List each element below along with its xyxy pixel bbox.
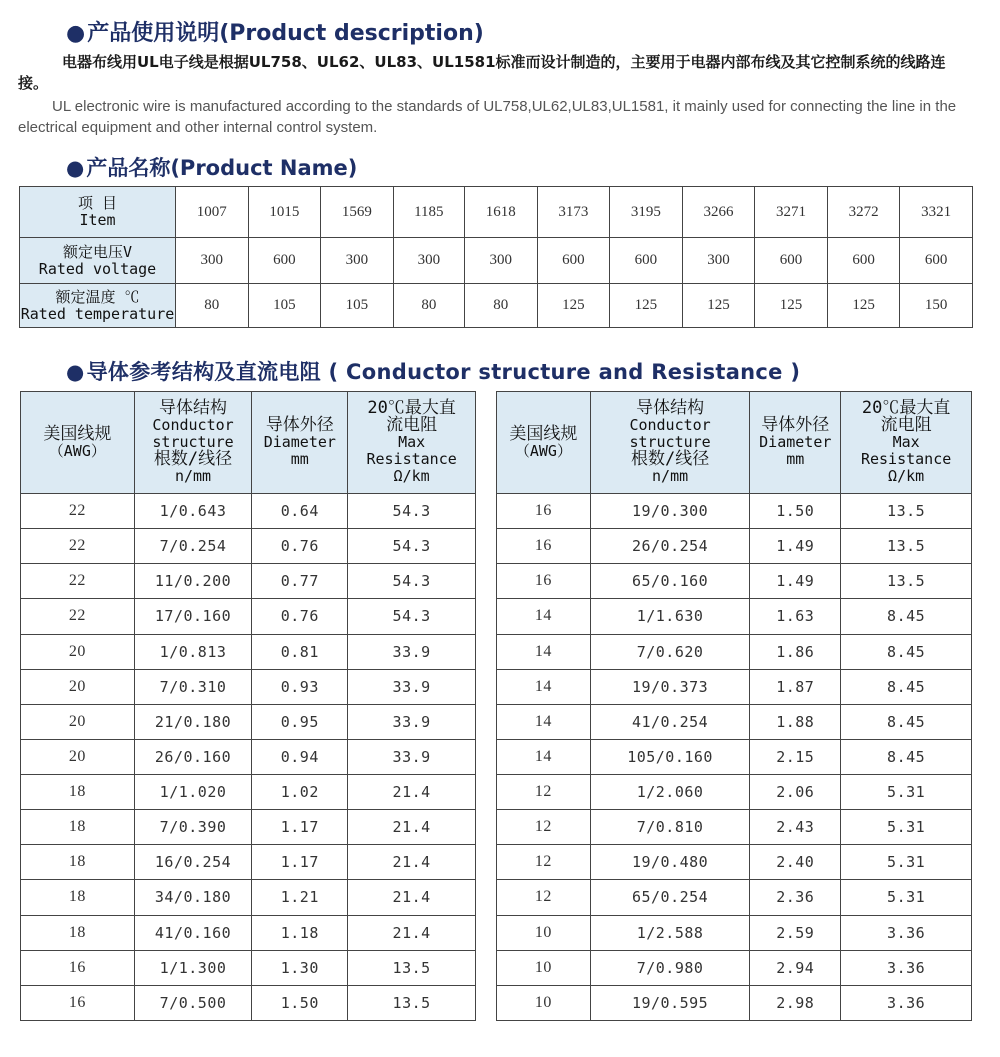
table-cell: 125 [682, 284, 755, 328]
header-line: （AWG） [514, 441, 572, 460]
table-cell: 3272 [827, 187, 900, 238]
table-row [21, 950, 476, 985]
table-cell: 105 [248, 284, 321, 328]
section-title: 产品名称(Product Name) [86, 156, 358, 180]
bullet-icon: ● [66, 360, 85, 384]
table-cell: 54.3 [348, 599, 476, 634]
table-cell: 1.88 [750, 704, 841, 739]
table-cell: 150 [900, 284, 973, 328]
table-cell: 33.9 [348, 704, 476, 739]
column-header-diameter [252, 392, 348, 494]
table-cell: 10 [497, 915, 591, 950]
table-cell: 125 [827, 284, 900, 328]
table-cell: 22 [21, 494, 135, 529]
header-line: Max [398, 433, 426, 451]
table-cell: 300 [393, 238, 464, 284]
table-cell: 7/0.254 [134, 529, 252, 564]
table-cell: 21.4 [348, 810, 476, 845]
column-header-structure [134, 392, 252, 494]
row-header-en: Rated voltage [38, 259, 157, 278]
table-cell: 12 [497, 880, 591, 915]
header-line: 根数/线径 [153, 449, 233, 469]
table-row [21, 775, 476, 810]
table-row [497, 564, 972, 599]
description-chinese: 电器布线用UL电子线是根据UL758、UL62、UL83、UL1581标准而设计制造的，主要用于电器内部布线及其它控制系统的线路连接。 [18, 53, 946, 92]
column-header-structure [590, 392, 750, 494]
table-row [20, 284, 973, 328]
table-cell: 22 [21, 599, 135, 634]
header-line: Resistance [860, 450, 952, 468]
table-cell: 7/0.620 [590, 634, 750, 669]
table-cell: 600 [610, 238, 683, 284]
product-name-table [19, 186, 973, 328]
table-cell: 1618 [464, 187, 537, 238]
table-cell: 17/0.160 [134, 599, 252, 634]
table-cell: 2.36 [750, 880, 841, 915]
table-cell: 1.63 [750, 599, 841, 634]
table-cell: 22 [21, 529, 135, 564]
row-header-en: Item [79, 211, 116, 229]
header-line: Resistance [366, 450, 457, 468]
table-cell: 3.36 [841, 950, 972, 985]
header-line: mm [786, 450, 805, 468]
product-description-heading [66, 16, 484, 47]
table-cell: 22 [21, 564, 135, 599]
table-cell: 20 [21, 634, 135, 669]
table-cell: 1.86 [750, 634, 841, 669]
table-row [21, 494, 476, 529]
table-cell: 13.5 [348, 950, 476, 985]
table-row [497, 704, 972, 739]
table-cell: 0.76 [252, 529, 348, 564]
table-cell: 16 [497, 564, 591, 599]
table-cell: 13.5 [348, 985, 476, 1020]
table-row [20, 238, 973, 284]
header-line: Max [892, 433, 920, 451]
table-cell: 2.40 [750, 845, 841, 880]
table-cell: 13.5 [841, 564, 972, 599]
table-cell: 12 [497, 775, 591, 810]
table-row [21, 599, 476, 634]
table-cell: 16 [497, 494, 591, 529]
header-line: 20℃最大直 [367, 398, 456, 418]
table-cell: 12 [497, 845, 591, 880]
table-row [21, 810, 476, 845]
row-header-cn: 项 目 [77, 194, 118, 212]
table-cell: 19/0.373 [590, 669, 750, 704]
table-cell: 5.31 [841, 845, 972, 880]
header-line: 流电阻 [880, 415, 932, 435]
table-cell: 3321 [900, 187, 973, 238]
header-line: （AWG） [48, 441, 106, 460]
table-cell: 21.4 [348, 775, 476, 810]
table-cell: 1.17 [252, 845, 348, 880]
table-row [497, 950, 972, 985]
table-cell: 21.4 [348, 915, 476, 950]
table-cell: 300 [464, 238, 537, 284]
table-cell: 21/0.180 [134, 704, 252, 739]
table-cell: 10 [497, 985, 591, 1020]
table-cell: 105 [321, 284, 394, 328]
header-line: mm [290, 450, 309, 468]
table-cell: 1.18 [252, 915, 348, 950]
table-cell: 300 [176, 238, 249, 284]
table-cell: 105/0.160 [590, 739, 750, 774]
header-line: 20℃最大直 [861, 398, 951, 418]
table-cell: 600 [827, 238, 900, 284]
table-cell: 19/0.300 [590, 494, 750, 529]
table-cell: 18 [21, 775, 135, 810]
column-header-diameter [750, 392, 841, 494]
table-cell: 7/0.310 [134, 669, 252, 704]
header-line: 美国线规 [509, 423, 578, 444]
table-cell: 1.49 [750, 529, 841, 564]
header-line: 美国线规 [43, 423, 112, 444]
table-cell: 2.98 [750, 985, 841, 1020]
table-cell: 1/1.020 [134, 775, 252, 810]
table-cell: 0.95 [252, 704, 348, 739]
table-cell: 1/0.643 [134, 494, 252, 529]
table-cell: 600 [755, 238, 828, 284]
header-row [497, 392, 972, 494]
table-row [497, 915, 972, 950]
table-cell: 7/0.500 [134, 985, 252, 1020]
table-cell: 1185 [393, 187, 464, 238]
table-cell: 19/0.595 [590, 985, 750, 1020]
table-cell: 41/0.160 [134, 915, 252, 950]
table-row [497, 739, 972, 774]
table-cell: 1.49 [750, 564, 841, 599]
table-cell: 18 [21, 915, 135, 950]
table-cell: 26/0.254 [590, 529, 750, 564]
table-cell: 13.5 [841, 529, 972, 564]
conductor-structure-heading [66, 356, 800, 386]
table-cell: 0.77 [252, 564, 348, 599]
table-cell: 16/0.254 [134, 845, 252, 880]
table-cell: 12 [497, 810, 591, 845]
conductor-table-left [20, 391, 476, 1021]
table-cell: 54.3 [348, 494, 476, 529]
table-cell: 300 [321, 238, 394, 284]
table-row [497, 775, 972, 810]
table-cell: 125 [755, 284, 828, 328]
header-line: 导体结构 [159, 398, 228, 418]
header-line: 导体结构 [636, 398, 705, 418]
column-header-resistance [348, 392, 476, 494]
product-name-heading [66, 152, 357, 182]
table-row [497, 810, 972, 845]
table-cell: 1015 [248, 187, 321, 238]
table-cell: 5.31 [841, 775, 972, 810]
header-line: 导体外径 [265, 415, 334, 435]
table-cell: 1/1.300 [134, 950, 252, 985]
row-header-cn: 额定电压V [62, 242, 133, 261]
table-cell: 54.3 [348, 564, 476, 599]
table-cell: 14 [497, 739, 591, 774]
table-cell: 125 [610, 284, 683, 328]
table-cell: 33.9 [348, 634, 476, 669]
table-cell: 3173 [537, 187, 610, 238]
table-cell: 10 [497, 950, 591, 985]
table-cell: 2.94 [750, 950, 841, 985]
table-cell: 1569 [321, 187, 394, 238]
table-cell: 8.45 [841, 669, 972, 704]
table-cell: 33.9 [348, 739, 476, 774]
table-cell: 13.5 [841, 494, 972, 529]
table-cell: 7/0.810 [590, 810, 750, 845]
table-cell: 34/0.180 [134, 880, 252, 915]
table-cell: 0.76 [252, 599, 348, 634]
section-title: 导体参考结构及直流电阻 ( Conductor structure and Resistance ) [86, 360, 801, 384]
table-cell: 8.45 [841, 739, 972, 774]
table-cell: 600 [248, 238, 321, 284]
table-row [497, 669, 972, 704]
table-cell: 16 [21, 950, 135, 985]
table-cell: 21.4 [348, 845, 476, 880]
table-cell: 600 [900, 238, 973, 284]
table-cell: 16 [497, 529, 591, 564]
header-line: n/mm [652, 467, 689, 485]
column-header-awg [21, 392, 135, 494]
table-row [21, 634, 476, 669]
table-row [497, 529, 972, 564]
column-header-awg [497, 392, 591, 494]
table-row [21, 529, 476, 564]
header-line: n/mm [174, 467, 212, 485]
column-header-resistance [841, 392, 972, 494]
table-cell: 1.17 [252, 810, 348, 845]
table-cell: 1007 [176, 187, 249, 238]
header-line: 根数/线径 [630, 449, 710, 469]
description-english: UL electronic wire is manufactured according to the standards of UL758,UL62,UL83,UL1581, it mainly used for connecting the line in the electrical equipment and other internal control system. [18, 98, 957, 136]
table-row [21, 985, 476, 1020]
table-cell: 5.31 [841, 880, 972, 915]
table-cell: 20 [21, 739, 135, 774]
table-row [21, 704, 476, 739]
header-line: Conductor [152, 416, 234, 434]
table-cell: 65/0.160 [590, 564, 750, 599]
row-header-en: Rated temperature [20, 304, 175, 323]
table-row [497, 985, 972, 1020]
table-cell: 125 [537, 284, 610, 328]
table-cell: 20 [21, 704, 135, 739]
table-cell: 18 [21, 810, 135, 845]
table-cell: 14 [497, 704, 591, 739]
table-cell: 65/0.254 [590, 880, 750, 915]
table-cell: 21.4 [348, 880, 476, 915]
table-cell: 2.06 [750, 775, 841, 810]
table-cell: 18 [21, 845, 135, 880]
table-cell: 80 [464, 284, 537, 328]
section-title: 产品使用说明(Product description) [87, 21, 484, 46]
table-cell: 3.36 [841, 985, 972, 1020]
table-cell: 54.3 [348, 529, 476, 564]
row-header-cn: 额定温度 ℃ [55, 287, 140, 306]
table-cell: 11/0.200 [134, 564, 252, 599]
table-cell: 16 [21, 985, 135, 1020]
table-cell: 1/2.588 [590, 915, 750, 950]
table-row [20, 187, 973, 238]
table-cell: 1/2.060 [590, 775, 750, 810]
table-cell: 1/1.630 [590, 599, 750, 634]
header-line: structure [629, 433, 711, 451]
table-cell: 26/0.160 [134, 739, 252, 774]
header-line: Ω/km [888, 467, 925, 485]
table-row [497, 634, 972, 669]
table-cell: 14 [497, 599, 591, 634]
row-header [20, 238, 176, 284]
table-row [497, 880, 972, 915]
bullet-icon: ● [66, 156, 85, 180]
table-cell: 600 [537, 238, 610, 284]
table-cell: 2.15 [750, 739, 841, 774]
header-line: Diameter [263, 433, 336, 451]
table-cell: 1.50 [750, 494, 841, 529]
table-cell: 19/0.480 [590, 845, 750, 880]
table-row [497, 845, 972, 880]
table-cell: 14 [497, 669, 591, 704]
bullet-icon: ● [66, 21, 86, 46]
row-header [20, 187, 176, 238]
header-line: Diameter [759, 433, 832, 451]
table-cell: 1.87 [750, 669, 841, 704]
conductor-table-right [496, 391, 972, 1021]
table-cell: 5.31 [841, 810, 972, 845]
table-cell: 7/0.980 [590, 950, 750, 985]
table-cell: 0.93 [252, 669, 348, 704]
row-header [20, 284, 176, 328]
table-row [497, 494, 972, 529]
table-cell: 3.36 [841, 915, 972, 950]
table-cell: 3195 [610, 187, 683, 238]
table-row [21, 880, 476, 915]
table-cell: 20 [21, 669, 135, 704]
table-cell: 2.43 [750, 810, 841, 845]
table-cell: 3271 [755, 187, 828, 238]
table-cell: 0.81 [252, 634, 348, 669]
table-row [21, 845, 476, 880]
table-row [21, 669, 476, 704]
table-cell: 300 [682, 238, 755, 284]
table-cell: 1/0.813 [134, 634, 252, 669]
table-cell: 1.50 [252, 985, 348, 1020]
table-cell: 14 [497, 634, 591, 669]
table-cell: 80 [393, 284, 464, 328]
table-cell: 33.9 [348, 669, 476, 704]
table-cell: 8.45 [841, 634, 972, 669]
table-cell: 1.21 [252, 880, 348, 915]
table-cell: 3266 [682, 187, 755, 238]
header-line: Conductor [629, 416, 711, 434]
table-cell: 0.94 [252, 739, 348, 774]
header-row [21, 392, 476, 494]
table-row [21, 915, 476, 950]
header-line: structure [152, 433, 234, 451]
table-cell: 0.64 [252, 494, 348, 529]
table-cell: 1.02 [252, 775, 348, 810]
table-cell: 41/0.254 [590, 704, 750, 739]
table-cell: 18 [21, 880, 135, 915]
table-cell: 80 [176, 284, 249, 328]
table-row [21, 564, 476, 599]
header-line: Ω/km [393, 467, 430, 485]
table-cell: 2.59 [750, 915, 841, 950]
table-row [497, 599, 972, 634]
header-line: 导体外径 [761, 415, 830, 435]
table-row [21, 739, 476, 774]
table-cell: 8.45 [841, 704, 972, 739]
table-cell: 8.45 [841, 599, 972, 634]
header-line: 流电阻 [386, 415, 438, 435]
table-cell: 7/0.390 [134, 810, 252, 845]
table-cell: 1.30 [252, 950, 348, 985]
